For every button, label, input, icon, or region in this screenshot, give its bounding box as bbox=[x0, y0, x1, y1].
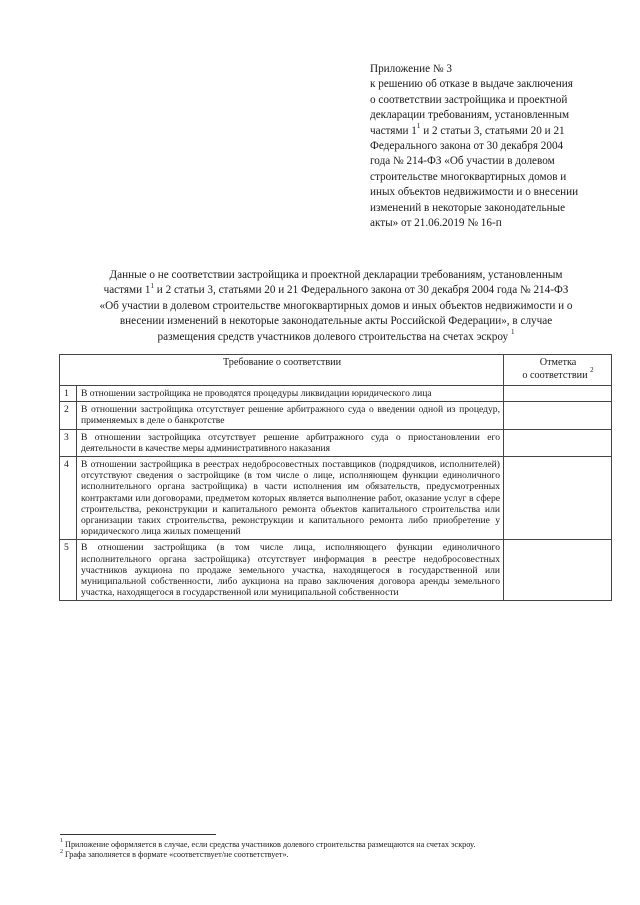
footnote-ref: 1 bbox=[416, 121, 421, 130]
header-mark bbox=[504, 355, 612, 386]
appendix-text: частями 1 bbox=[370, 124, 417, 137]
row-number: 1 bbox=[60, 386, 77, 402]
footnote-text: Приложение оформляется в случае, если средства участников долевого строительства размещаются на счетах эскроу. bbox=[63, 840, 476, 849]
header-requirement: Требование о соответствии bbox=[60, 355, 504, 386]
title-line bbox=[60, 327, 612, 345]
appendix-line: строительстве многоквартирных домов и bbox=[370, 170, 567, 183]
footnote-1 bbox=[60, 840, 620, 850]
row-mark-cell[interactable] bbox=[504, 457, 612, 540]
requirements-table bbox=[59, 354, 612, 601]
row-requirement: В отношении застройщика отсутствует решение арбитражного суда о приостановлении его деятельности в качестве меры административного наказания bbox=[77, 429, 504, 456]
title-line: внесении изменений в некоторые законодательные акты Российской Федерации», в случае bbox=[119, 315, 553, 328]
title-line: «Об участии в долевом строительстве многоквартирных домов и иных объектов недвижимости и о bbox=[99, 299, 573, 312]
title-text: размещения средств участников долевого строительства на счетах эскроу bbox=[157, 330, 511, 343]
appendix-line: акты» от 21.06.2019 № 16-п bbox=[370, 217, 502, 230]
row-mark-cell[interactable] bbox=[504, 429, 612, 456]
row-requirement: В отношении застройщика (в том числе лица, исполняющего функции единоличного исполнительного органа застройщика) отсутствует информация в реестре недобросовестных участников аукциона по продаже земельного участка, находящегося в государственной или муниципальной собственности, либо аукциона на право заключения договора аренды земельного участка, находящегося в государственной или муниципальной собственности bbox=[77, 540, 504, 601]
appendix-line: декларации требованиям, установленным bbox=[370, 109, 570, 122]
footnote-ref: 2 bbox=[590, 366, 594, 375]
footnote-marker: 2 bbox=[60, 848, 63, 855]
appendix-line: года № 214-ФЗ «Об участии в долевом bbox=[370, 155, 555, 168]
row-requirement: В отношении застройщика отсутствует решение арбитражного суда о введении одной из процедур, применяемых в деле о банкротстве bbox=[77, 402, 504, 429]
title-text: частями 1 bbox=[103, 284, 151, 297]
footnote-text: Графа заполняется в формате «соответствует/не соответствует». bbox=[63, 850, 289, 860]
document-title bbox=[60, 268, 612, 345]
row-number: 4 bbox=[60, 457, 77, 540]
footnote-divider bbox=[60, 834, 216, 835]
appendix-line: Федерального закона от 30 декабря 2004 bbox=[370, 140, 564, 153]
table-row bbox=[60, 429, 612, 456]
appendix-line: о соответствии застройщика и проектной bbox=[370, 93, 568, 106]
table-row bbox=[60, 402, 612, 429]
footnote-marker: 1 bbox=[60, 838, 63, 845]
title-line bbox=[60, 283, 612, 298]
header-mark-line: Отметка bbox=[539, 357, 577, 368]
table-row bbox=[60, 457, 612, 540]
appendix-number: Приложение № 3 bbox=[370, 63, 452, 75]
title-text: и 2 статьи 3, статьями 20 и 21 Федерального закона от 30 декабря 2004 года № 214-ФЗ bbox=[153, 284, 569, 297]
table-row bbox=[60, 386, 612, 402]
table-header-row bbox=[60, 355, 612, 386]
row-requirement: В отношении застройщика не проводятся процедуры ликвидации юридического лица bbox=[77, 386, 504, 402]
title-line: Данные о не соответствии застройщика и проектной декларации требованиям, установленным bbox=[109, 269, 563, 281]
row-number: 3 bbox=[60, 429, 77, 456]
appendix-line: изменений в некоторые законодательные bbox=[370, 201, 566, 214]
row-mark-cell[interactable] bbox=[504, 540, 612, 601]
row-requirement: В отношении застройщика в реестрах недобросовестных поставщиков (подрядчиков, исполнителей) отсутствуют сведения о застройщике (в том числе о лице, исполняющем функции единоличного исполнительного органа застройщика) в части исполнения им обязательств, предусмотренных контрактами или договорами, предметом которых является выполнение работ, оказание услуг в сфере строительства, реконструкции и капитального ремонта объектов капитального строительства или организации таких строительства, реконструкции и капитального ремонта либо приобретение у юридического лица жилых помещений bbox=[77, 457, 504, 540]
row-mark-cell[interactable] bbox=[504, 386, 612, 402]
appendix-line: иных объектов недвижимости и о внесении bbox=[370, 186, 579, 199]
footnote-ref: 1 bbox=[510, 327, 515, 336]
footnotes bbox=[60, 840, 620, 861]
appendix-line bbox=[370, 121, 612, 139]
appendix-header bbox=[370, 62, 612, 231]
appendix-text: и 2 статьи 3, статьями 20 и 21 bbox=[420, 124, 565, 137]
table-row bbox=[60, 540, 612, 601]
header-mark-line: о соответствии bbox=[522, 369, 588, 381]
row-number: 2 bbox=[60, 402, 77, 429]
row-mark-cell[interactable] bbox=[504, 402, 612, 429]
footnote-2 bbox=[60, 850, 620, 860]
row-number: 5 bbox=[60, 540, 77, 601]
footnote-ref: 1 bbox=[150, 281, 154, 290]
appendix-line: к решению об отказе в выдаче заключения bbox=[370, 78, 573, 91]
